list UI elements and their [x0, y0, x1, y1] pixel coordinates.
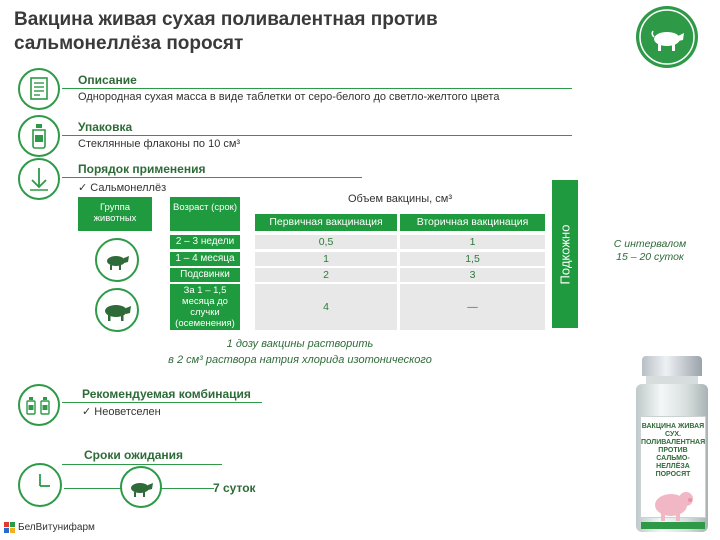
table-header-volume: Объем вакцины, см³	[255, 192, 545, 208]
description-heading: Описание	[78, 73, 137, 87]
table-cell-primary: 4	[255, 284, 397, 330]
page-title	[14, 8, 614, 56]
combination-item: ✓ Неоветселен	[82, 406, 161, 418]
application-heading: Порядок применения	[78, 162, 206, 176]
bottle-icon	[18, 115, 60, 157]
table-cell-age: За 1 – 1,5 месяца до случки (осеменения)	[170, 284, 240, 330]
table-header-primary: Первичная вакцинация	[255, 214, 397, 231]
table-cell-primary: 2	[255, 268, 397, 282]
dose-note	[120, 336, 480, 368]
vial-label	[640, 416, 706, 518]
route-label: Подкожно	[557, 224, 573, 284]
vial-label-line: ПРОТИВ САЛЬМО-	[656, 447, 690, 462]
sow-icon	[95, 288, 139, 332]
two-bottles-icon	[18, 384, 60, 426]
section-divider	[62, 177, 362, 178]
section-divider	[62, 402, 262, 403]
logo-text: БелВитунифарм	[18, 522, 95, 533]
description-text: Однородная сухая масса в виде таблетки от серо-белого до светло-желтого цвета	[78, 91, 500, 103]
table-cell-secondary: 3	[400, 268, 545, 282]
interval-note	[595, 238, 705, 264]
table-cell-age: Подсвинки	[170, 268, 240, 282]
vaccine-vial-image	[636, 356, 708, 532]
table-cell-age: 2 – 3 недели	[170, 235, 240, 249]
vial-label-line: ПОЛИВАЛЕНТНАЯ	[641, 439, 706, 446]
vial-label-line: ВАКЦИНА ЖИВАЯ СУХ.	[641, 423, 705, 438]
table-header-age: Возраст (срок)	[170, 197, 240, 231]
title-line-2: сальмонеллёза поросят	[14, 33, 244, 54]
table-cell-secondary: 1	[400, 235, 545, 249]
table-cell-secondary: —	[400, 284, 545, 330]
table-cell-primary: 1	[255, 252, 397, 266]
arrow-down-icon	[18, 158, 60, 200]
logo-mark	[4, 522, 15, 533]
packaging-heading: Упаковка	[78, 120, 133, 134]
interval-note-line2: 15 – 20 суток	[616, 251, 684, 263]
table-cell-primary: 0,5	[255, 235, 397, 249]
waiting-value: 7 суток	[213, 481, 256, 495]
company-logo	[4, 522, 95, 533]
piglet-icon	[95, 238, 139, 282]
packaging-text: Стеклянные флаконы по 10 см³	[78, 138, 241, 150]
dose-note-line2: в 2 см³ раствора натрия хлорида изотонического	[168, 354, 432, 366]
waiting-heading: Сроки ожидания	[84, 448, 184, 462]
dose-note-line1: 1 дозу вакцины растворить	[226, 338, 374, 350]
section-divider	[62, 88, 572, 89]
document-icon	[18, 68, 60, 110]
title-line-1: Вакцина живая сухая поливалентная против	[14, 9, 438, 30]
table-header-group: Группа животных	[78, 197, 152, 231]
interval-note-line1: С интервалом	[613, 238, 687, 250]
pig-badge-icon	[636, 6, 698, 68]
application-item: ✓ Сальмонеллёз	[78, 182, 167, 194]
pig-small-icon	[120, 466, 162, 508]
vial-label-line: НЕЛЛЁЗА ПОРОСЯТ	[655, 463, 691, 478]
section-divider	[62, 464, 222, 465]
vial-pig-picture	[641, 479, 705, 529]
table-cell-age: 1 – 4 месяца	[170, 252, 240, 266]
clock-icon	[18, 463, 62, 507]
section-divider	[62, 135, 572, 136]
table-header-secondary: Вторичная вакцинация	[400, 214, 545, 231]
table-cell-secondary: 1,5	[400, 252, 545, 266]
combination-heading: Рекомендуемая комбинация	[82, 387, 251, 401]
vial-cap	[642, 356, 702, 376]
